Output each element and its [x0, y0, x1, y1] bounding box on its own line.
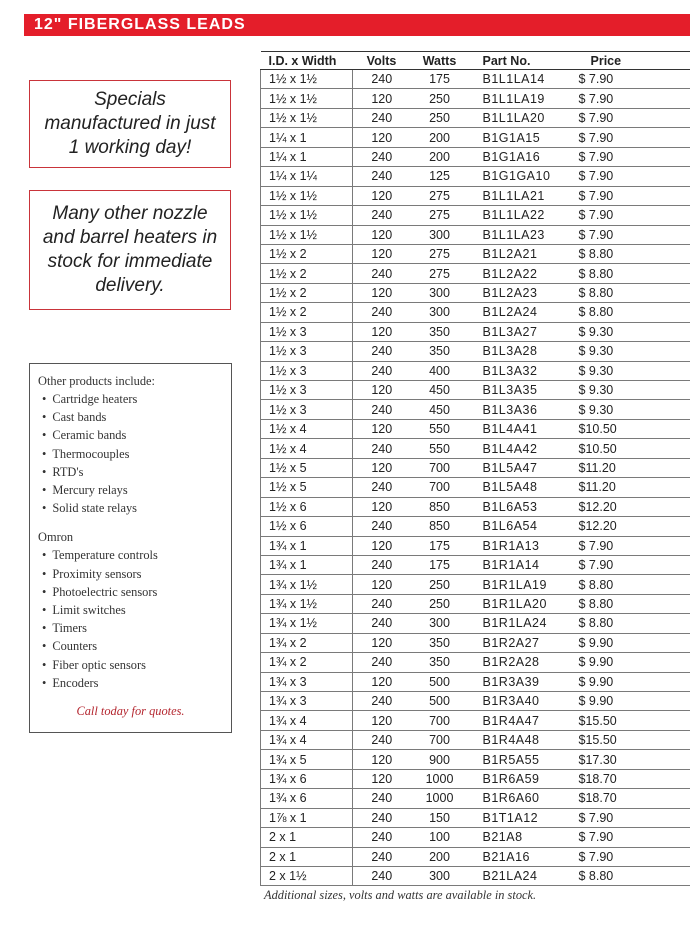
watts-cell: 1000 [411, 769, 469, 788]
table-row [261, 419, 690, 438]
watts-cell: 700 [411, 458, 469, 477]
watts-cell: 250 [411, 594, 469, 613]
size-cell: 1½ x 4 [261, 439, 353, 458]
watts-cell: 350 [411, 322, 469, 341]
watts-cell: 250 [411, 108, 469, 127]
size-cell: 1¾ x 1½ [261, 614, 353, 633]
size-cell: 1½ x 1½ [261, 186, 353, 205]
volts-cell: 120 [353, 458, 411, 477]
price-cell: $ 8.80 [569, 303, 690, 322]
table-row [261, 108, 690, 127]
omron-list [38, 546, 223, 692]
watts-cell: 200 [411, 147, 469, 166]
size-cell: 1½ x 3 [261, 322, 353, 341]
volts-cell: 120 [353, 186, 411, 205]
table-row [261, 497, 690, 516]
table-row [261, 575, 690, 594]
omron-item: • Encoders [42, 674, 223, 692]
price-cell: $12.20 [569, 517, 690, 536]
watts-cell: 250 [411, 89, 469, 108]
price-cell: $ 7.90 [569, 808, 690, 827]
table-row [261, 692, 690, 711]
size-cell: 2 x 1 [261, 847, 353, 866]
price-cell: $12.20 [569, 497, 690, 516]
volts-cell: 240 [353, 653, 411, 672]
part-no-cell: B1R6A60 [469, 789, 569, 808]
part-no-cell: B1G1A15 [469, 128, 569, 147]
price-cell: $10.50 [569, 439, 690, 458]
watts-cell: 275 [411, 206, 469, 225]
price-cell: $ 9.30 [569, 322, 690, 341]
size-cell: 1½ x 3 [261, 400, 353, 419]
part-no-cell: B1R4A48 [469, 730, 569, 749]
price-cell: $ 7.90 [569, 128, 690, 147]
part-no-cell: B21A8 [469, 828, 569, 847]
watts-cell: 500 [411, 672, 469, 691]
size-cell: 1½ x 2 [261, 303, 353, 322]
watts-cell: 200 [411, 847, 469, 866]
volts-cell: 240 [353, 692, 411, 711]
size-cell: 1½ x 6 [261, 517, 353, 536]
volts-cell: 120 [353, 769, 411, 788]
table-row [261, 478, 690, 497]
table-row [261, 400, 690, 419]
part-no-cell: B21A16 [469, 847, 569, 866]
table-row [261, 866, 690, 885]
volts-cell: 240 [353, 303, 411, 322]
part-no-cell: B1L4A42 [469, 439, 569, 458]
volts-cell: 120 [353, 89, 411, 108]
volts-cell: 120 [353, 283, 411, 302]
size-cell: 1⅞ x 1 [261, 808, 353, 827]
watts-cell: 300 [411, 303, 469, 322]
size-cell: 1¾ x 4 [261, 730, 353, 749]
stock-callout [29, 190, 231, 310]
price-cell: $15.50 [569, 711, 690, 730]
size-cell: 1¾ x 3 [261, 692, 353, 711]
volts-cell: 240 [353, 789, 411, 808]
part-no-cell: B1L2A24 [469, 303, 569, 322]
table-row [261, 517, 690, 536]
size-cell: 1¾ x 1 [261, 555, 353, 574]
table-row [261, 730, 690, 749]
table-row [261, 322, 690, 341]
watts-cell: 900 [411, 750, 469, 769]
size-cell: 2 x 1½ [261, 866, 353, 885]
table-row [261, 128, 690, 147]
part-no-cell: B21LA24 [469, 866, 569, 885]
table-row [261, 711, 690, 730]
watts-cell: 450 [411, 381, 469, 400]
products-heading: Other products include: [38, 374, 155, 388]
volts-cell: 240 [353, 167, 411, 186]
volts-cell: 120 [353, 381, 411, 400]
price-cell: $ 7.90 [569, 225, 690, 244]
product-item: • RTD's [42, 463, 223, 481]
size-cell: 1½ x 1½ [261, 89, 353, 108]
watts-cell: 175 [411, 536, 469, 555]
watts-cell: 700 [411, 711, 469, 730]
omron-heading: Omron [38, 530, 74, 545]
size-cell: 1½ x 2 [261, 283, 353, 302]
watts-cell: 300 [411, 225, 469, 244]
volts-cell: 120 [353, 322, 411, 341]
price-cell: $ 7.90 [569, 108, 690, 127]
size-cell: 1¾ x 1½ [261, 575, 353, 594]
volts-cell: 120 [353, 244, 411, 263]
volts-cell: 240 [353, 361, 411, 380]
watts-cell: 275 [411, 264, 469, 283]
omron-item: • Timers [42, 619, 223, 637]
volts-cell: 240 [353, 555, 411, 574]
price-cell: $ 9.30 [569, 400, 690, 419]
size-cell: 1¾ x 5 [261, 750, 353, 769]
column-header-volts: Volts [353, 52, 411, 70]
part-no-cell: B1L1LA14 [469, 70, 569, 89]
table-row [261, 789, 690, 808]
price-cell: $ 8.80 [569, 866, 690, 885]
price-cell: $ 7.90 [569, 206, 690, 225]
volts-cell: 240 [353, 264, 411, 283]
table-row [261, 225, 690, 244]
size-cell: 1¾ x 3 [261, 672, 353, 691]
table-row [261, 303, 690, 322]
volts-cell: 120 [353, 128, 411, 147]
part-no-cell: B1R5A55 [469, 750, 569, 769]
watts-cell: 125 [411, 167, 469, 186]
part-no-cell: B1R6A59 [469, 769, 569, 788]
table-body [261, 70, 690, 886]
call-for-quotes: Call today for quotes. [76, 704, 185, 719]
part-no-cell: B1L3A35 [469, 381, 569, 400]
table-row [261, 264, 690, 283]
volts-cell: 120 [353, 575, 411, 594]
part-no-cell: B1L4A41 [469, 419, 569, 438]
watts-cell: 350 [411, 653, 469, 672]
watts-cell: 700 [411, 730, 469, 749]
table-row [261, 244, 690, 263]
size-cell: 1½ x 5 [261, 478, 353, 497]
size-cell: 1¾ x 6 [261, 769, 353, 788]
omron-item: • Proximity sensors [42, 565, 223, 583]
size-cell: 1½ x 5 [261, 458, 353, 477]
part-no-cell: B1L6A54 [469, 517, 569, 536]
volts-cell: 240 [353, 70, 411, 89]
part-no-cell: B1R1LA20 [469, 594, 569, 613]
specials-callout [29, 80, 231, 168]
part-no-cell: B1L3A27 [469, 322, 569, 341]
part-no-cell: B1L2A23 [469, 283, 569, 302]
price-cell: $ 7.90 [569, 536, 690, 555]
watts-cell: 300 [411, 614, 469, 633]
volts-cell: 240 [353, 828, 411, 847]
part-no-cell: B1L2A21 [469, 244, 569, 263]
price-cell: $11.20 [569, 478, 690, 497]
price-cell: $ 9.30 [569, 342, 690, 361]
price-cell: $ 8.80 [569, 283, 690, 302]
watts-cell: 500 [411, 692, 469, 711]
table-row [261, 186, 690, 205]
size-cell: 2 x 1 [261, 828, 353, 847]
volts-cell: 240 [353, 147, 411, 166]
volts-cell: 240 [353, 439, 411, 458]
part-no-cell: B1R3A40 [469, 692, 569, 711]
table-row [261, 828, 690, 847]
product-item: • Cast bands [42, 408, 223, 426]
omron-item: • Limit switches [42, 601, 223, 619]
table-row [261, 555, 690, 574]
size-cell: 1½ x 2 [261, 264, 353, 283]
stock-callout-text: Many other nozzle and barrel heaters in stock for immediate delivery. [42, 203, 218, 296]
size-cell: 1¼ x 1 [261, 128, 353, 147]
watts-cell: 300 [411, 866, 469, 885]
size-cell: 1½ x 2 [261, 244, 353, 263]
volts-cell: 240 [353, 400, 411, 419]
table-row [261, 70, 690, 89]
size-cell: 1¼ x 1 [261, 147, 353, 166]
part-no-cell: B1R3A39 [469, 672, 569, 691]
table-row [261, 361, 690, 380]
part-no-cell: B1L5A47 [469, 458, 569, 477]
volts-cell: 240 [353, 517, 411, 536]
table-row [261, 147, 690, 166]
part-no-cell: B1L2A22 [469, 264, 569, 283]
specials-callout-text: Specials manufactured in just 1 working day! [44, 89, 216, 158]
watts-cell: 700 [411, 478, 469, 497]
size-cell: 1¾ x 1½ [261, 594, 353, 613]
table-row [261, 536, 690, 555]
part-no-cell: B1L3A36 [469, 400, 569, 419]
watts-cell: 850 [411, 517, 469, 536]
size-cell: 1¾ x 1 [261, 536, 353, 555]
part-no-cell: B1T1A12 [469, 808, 569, 827]
size-cell: 1½ x 4 [261, 419, 353, 438]
product-item: • Solid state relays [42, 499, 223, 517]
table-row [261, 614, 690, 633]
watts-cell: 275 [411, 186, 469, 205]
watts-cell: 200 [411, 128, 469, 147]
watts-cell: 175 [411, 70, 469, 89]
volts-cell: 120 [353, 497, 411, 516]
size-cell: 1¾ x 2 [261, 653, 353, 672]
part-no-cell: B1R1LA19 [469, 575, 569, 594]
part-no-cell: B1R4A47 [469, 711, 569, 730]
table-row [261, 653, 690, 672]
volts-cell: 240 [353, 342, 411, 361]
part-no-cell: B1R2A28 [469, 653, 569, 672]
price-cell: $ 7.90 [569, 70, 690, 89]
size-cell: 1½ x 1½ [261, 206, 353, 225]
volts-cell: 240 [353, 730, 411, 749]
volts-cell: 120 [353, 419, 411, 438]
price-cell: $ 7.90 [569, 167, 690, 186]
part-no-cell: B1R1LA24 [469, 614, 569, 633]
price-cell: $ 8.80 [569, 244, 690, 263]
part-no-cell: B1R1A14 [469, 555, 569, 574]
volts-cell: 240 [353, 206, 411, 225]
table-row [261, 381, 690, 400]
part-no-cell: B1L1LA23 [469, 225, 569, 244]
volts-cell: 240 [353, 808, 411, 827]
price-cell: $ 9.30 [569, 361, 690, 380]
watts-cell: 550 [411, 419, 469, 438]
volts-cell: 120 [353, 225, 411, 244]
column-header-size: I.D. x Width [261, 52, 353, 70]
watts-cell: 300 [411, 283, 469, 302]
volts-cell: 240 [353, 847, 411, 866]
volts-cell: 240 [353, 478, 411, 497]
price-table-container [260, 51, 690, 886]
price-cell: $11.20 [569, 458, 690, 477]
volts-cell: 240 [353, 866, 411, 885]
watts-cell: 250 [411, 575, 469, 594]
product-item: • Cartridge heaters [42, 390, 223, 408]
size-cell: 1½ x 6 [261, 497, 353, 516]
volts-cell: 240 [353, 108, 411, 127]
watts-cell: 550 [411, 439, 469, 458]
omron-item: • Fiber optic sensors [42, 656, 223, 674]
volts-cell: 120 [353, 633, 411, 652]
volts-cell: 240 [353, 594, 411, 613]
column-header-watts: Watts [411, 52, 469, 70]
price-cell: $ 8.80 [569, 264, 690, 283]
watts-cell: 150 [411, 808, 469, 827]
footnote: Additional sizes, volts and watts are available in stock. [264, 888, 537, 902]
part-no-cell: B1L1LA22 [469, 206, 569, 225]
price-cell: $ 7.90 [569, 89, 690, 108]
price-cell: $ 8.80 [569, 575, 690, 594]
part-no-cell: B1L5A48 [469, 478, 569, 497]
part-no-cell: B1R1A13 [469, 536, 569, 555]
part-no-cell: B1L3A32 [469, 361, 569, 380]
table-row [261, 672, 690, 691]
volts-cell: 120 [353, 672, 411, 691]
size-cell: 1½ x 1½ [261, 70, 353, 89]
table-row [261, 439, 690, 458]
size-cell: 1¾ x 2 [261, 633, 353, 652]
part-no-cell: B1L1LA19 [469, 89, 569, 108]
watts-cell: 450 [411, 400, 469, 419]
price-cell: $10.50 [569, 419, 690, 438]
part-no-cell: B1R2A27 [469, 633, 569, 652]
table-row [261, 167, 690, 186]
part-no-cell: B1L1LA21 [469, 186, 569, 205]
watts-cell: 400 [411, 361, 469, 380]
price-cell: $ 9.90 [569, 633, 690, 652]
omron-item: • Temperature controls [42, 546, 223, 564]
watts-cell: 850 [411, 497, 469, 516]
price-cell: $ 9.90 [569, 692, 690, 711]
price-cell: $ 7.90 [569, 147, 690, 166]
column-header-price: Price [569, 52, 690, 70]
table-row [261, 847, 690, 866]
size-cell: 1½ x 3 [261, 361, 353, 380]
price-cell: $ 7.90 [569, 555, 690, 574]
table-header-row [261, 52, 690, 70]
table-row [261, 458, 690, 477]
other-products-box [29, 363, 232, 733]
watts-cell: 175 [411, 555, 469, 574]
watts-cell: 1000 [411, 789, 469, 808]
table-row [261, 808, 690, 827]
part-no-cell: B1G1GA10 [469, 167, 569, 186]
watts-cell: 350 [411, 633, 469, 652]
volts-cell: 120 [353, 711, 411, 730]
size-cell: 1½ x 3 [261, 342, 353, 361]
product-item: • Thermocouples [42, 445, 223, 463]
watts-cell: 350 [411, 342, 469, 361]
product-item: • Ceramic bands [42, 426, 223, 444]
volts-cell: 120 [353, 536, 411, 555]
page-title: 12" FIBERGLASS LEADS [34, 16, 246, 33]
price-cell: $ 7.90 [569, 828, 690, 847]
watts-cell: 100 [411, 828, 469, 847]
omron-item: • Counters [42, 637, 223, 655]
column-header-part-no: Part No. [469, 52, 569, 70]
price-cell: $18.70 [569, 789, 690, 808]
table-row [261, 89, 690, 108]
price-cell: $ 9.90 [569, 672, 690, 691]
size-cell: 1¼ x 1¼ [261, 167, 353, 186]
table-row [261, 342, 690, 361]
part-no-cell: B1L6A53 [469, 497, 569, 516]
size-cell: 1½ x 1½ [261, 225, 353, 244]
price-cell: $ 9.90 [569, 653, 690, 672]
products-list [38, 390, 223, 517]
size-cell: 1½ x 1½ [261, 108, 353, 127]
price-cell: $17.30 [569, 750, 690, 769]
part-no-cell: B1L1LA20 [469, 108, 569, 127]
volts-cell: 120 [353, 750, 411, 769]
price-cell: $ 9.30 [569, 381, 690, 400]
part-no-cell: B1L3A28 [469, 342, 569, 361]
omron-item: • Photoelectric sensors [42, 583, 223, 601]
watts-cell: 275 [411, 244, 469, 263]
part-no-cell: B1G1A16 [469, 147, 569, 166]
size-cell: 1½ x 3 [261, 381, 353, 400]
product-item: • Mercury relays [42, 481, 223, 499]
table-row [261, 206, 690, 225]
table-row [261, 633, 690, 652]
price-cell: $ 8.80 [569, 594, 690, 613]
price-cell: $18.70 [569, 769, 690, 788]
table-row [261, 750, 690, 769]
size-cell: 1¾ x 4 [261, 711, 353, 730]
price-cell: $ 7.90 [569, 847, 690, 866]
price-cell: $15.50 [569, 730, 690, 749]
price-cell: $ 8.80 [569, 614, 690, 633]
table-row [261, 769, 690, 788]
size-cell: 1¾ x 6 [261, 789, 353, 808]
table-row [261, 594, 690, 613]
table-row [261, 283, 690, 302]
price-table [260, 51, 690, 886]
volts-cell: 240 [353, 614, 411, 633]
price-cell: $ 7.90 [569, 186, 690, 205]
